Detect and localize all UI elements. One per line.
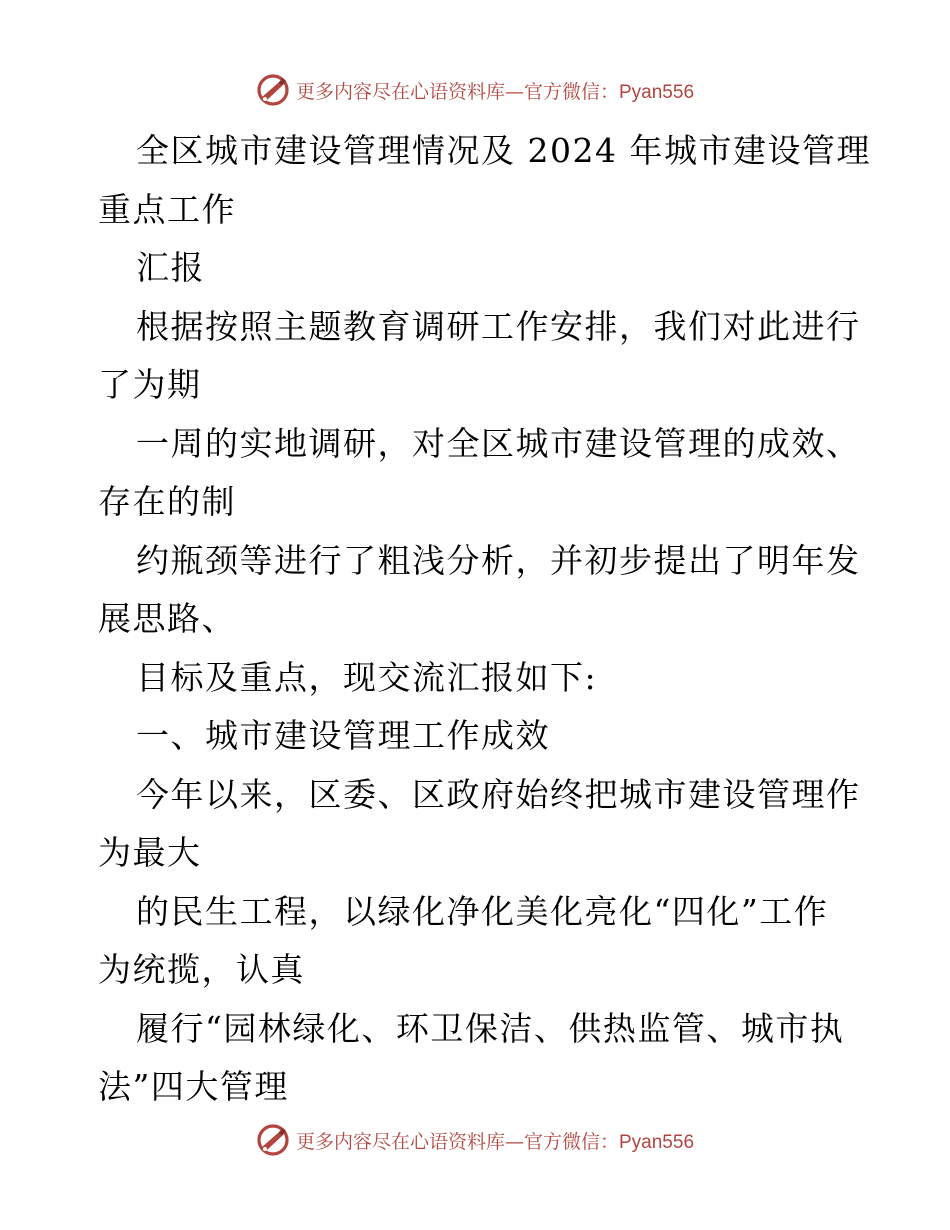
text-line: 法”四大管理 <box>98 1067 289 1106</box>
text-line: 目标及重点，现交流汇报如下: <box>136 657 598 697</box>
text-line: 存在的制 <box>98 482 236 521</box>
text-line: 展思路、 <box>98 599 236 638</box>
text-line: 的民生工程，以绿化净化美化亮化“四化”工作 <box>136 891 829 931</box>
watermark-footer <box>0 1120 950 1160</box>
pen-logo-icon <box>256 73 290 107</box>
text-line: 今年以来，区委、区政府始终把城市建设管理作 <box>136 774 861 814</box>
watermark-label: 更多内容尽在心语资料库—官方微信： <box>295 1130 619 1153</box>
watermark-text <box>296 77 694 104</box>
text-line: 根据按照主题教育调研工作安排，我们对此进行 <box>136 306 861 346</box>
text-line: 全区城市建设管理情况及 2024 年城市建设管理 <box>136 131 871 170</box>
watermark-text <box>296 1127 694 1154</box>
text-line: 汇报 <box>136 248 205 287</box>
document-body <box>98 122 871 1117</box>
watermark-label: 更多内容尽在心语资料库—官方微信： <box>295 80 619 103</box>
watermark-wechat-id: Pyan556 <box>619 1131 695 1153</box>
text-line: 为统揽，认真 <box>98 950 305 989</box>
text-line: 一、城市建设管理工作成效 <box>136 716 550 755</box>
text-line: 约瓶颈等进行了粗浅分析，并初步提出了明年发 <box>136 540 861 580</box>
watermark-header <box>0 70 950 110</box>
text-line: 履行“园林绿化、环卫保洁、供热监管、城市执 <box>136 1008 845 1048</box>
text-line: 为最大 <box>98 833 202 872</box>
text-line: 一周的实地调研，对全区城市建设管理的成效、 <box>136 423 861 463</box>
pen-logo-icon <box>256 1123 290 1157</box>
text-line: 了为期 <box>98 365 202 404</box>
text-line: 重点工作 <box>98 189 236 229</box>
watermark-wechat-id: Pyan556 <box>619 81 695 103</box>
